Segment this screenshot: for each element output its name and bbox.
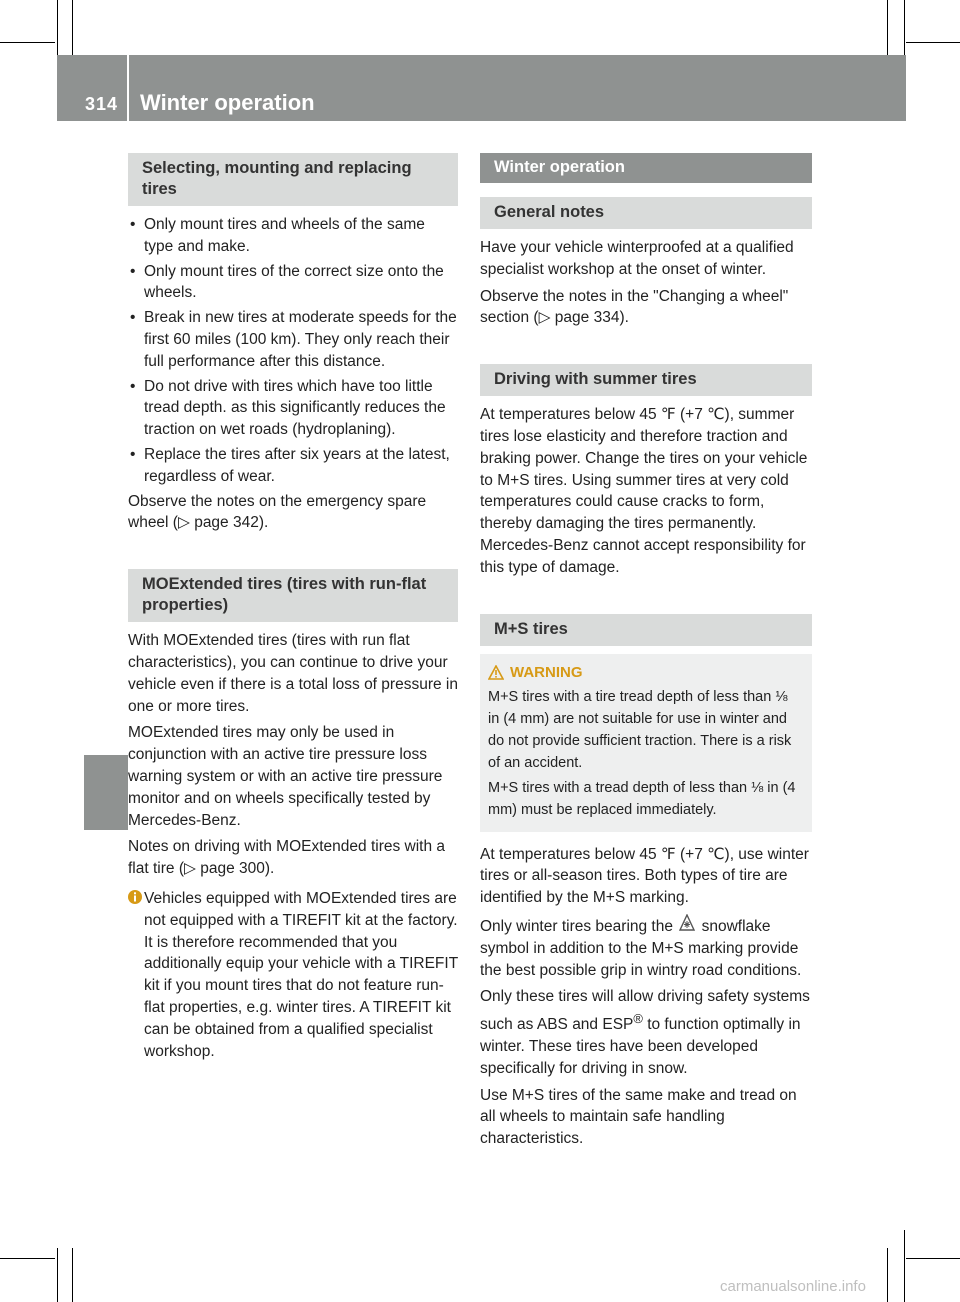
section-heading: MOExtended tires (tires with run-flat properties) [128, 569, 458, 622]
page-number: 314 [85, 94, 119, 114]
right-column [480, 153, 812, 1155]
section-heading: Selecting, mounting and replacing tires [128, 153, 458, 206]
list-item: • Do not drive with tires which have too little tread depth. as this significantly reduces the traction on wet roads (hydroplaning). [128, 376, 458, 441]
warning-triangle-icon [488, 665, 504, 680]
crop-mark [57, 1248, 58, 1302]
crop-mark [72, 1248, 73, 1302]
section-heading: Driving with summer tires [480, 364, 812, 396]
header-separator [127, 55, 129, 121]
warning-heading [488, 662, 802, 684]
info-text: Vehicles equipped with MOExtended tires are not equipped with a TIREFIT kit at the factory. It is therefore recommended that you additionally equip your vehicle with a TIREFIT kit if you mount tires that do not feature run-flat properties, e.g. winter tires. A TIREFIT kit can be obtained from a qualified specialist workshop. [144, 889, 458, 1060]
list-item: • Replace the tires after six years at the latest, regardless of wear. [128, 444, 458, 488]
tire-rules-list [128, 214, 458, 488]
paragraph: Observe the notes on the emergency spare wheel (▷ page 342). [128, 492, 427, 532]
crop-mark [887, 0, 888, 55]
paragraph: MOExtended tires may only be used in conjunction with an active tire pressure loss warning system or with an active tire pressure monitor and on wheels specifically tested by Mercedes-Benz. [128, 724, 443, 829]
section-heading: M+S tires [480, 614, 812, 646]
crop-mark [0, 1258, 55, 1259]
paragraph: With MOExtended tires (tires with run flat characteristics), you can continue to drive your vehicle even if there is a total loss of pressure in one or more tires. [128, 632, 458, 715]
paragraph: Only winter tires bearing the snowflake symbol in addition to the M+S marking provide the best possible grip in wintry road conditions. [480, 914, 812, 981]
crop-mark [0, 42, 55, 43]
header-title: Winter operation [140, 90, 315, 115]
crop-mark [904, 0, 905, 55]
crop-mark [887, 1248, 888, 1302]
warning-box [480, 654, 812, 832]
paragraph: At temperatures below 45 ℉ (+7 ℃), use winter tires or all-season tires. Both types of tire are identified by the M+S marking. [480, 845, 809, 907]
info-icon [128, 889, 142, 911]
list-item: • Only mount tires of the correct size onto the wheels. [128, 261, 458, 305]
paragraph: Observe the notes in the "Changing a wheel" section (▷ page 334). [480, 287, 789, 327]
info-note [128, 888, 458, 1062]
side-tab-block [84, 755, 128, 830]
warning-label: WARNING [510, 663, 583, 681]
paragraph: At temperatures below 45 ℉ (+7 ℃), summer tires lose elasticity and therefore traction and braking power. Change the tires on your vehicle to M+S tires. Using summer tires at very cold temperatures could cause cracks to form, thereby damaging the tires permanently. Mercedes-Benz cannot accept responsibility for this type of damage. [480, 406, 808, 576]
watermark: carmanualsonline.info [720, 1278, 866, 1295]
paragraph: Have your vehicle winterproofed at a qualified specialist workshop at the onset of winter. [480, 239, 794, 278]
crop-mark [906, 1258, 960, 1259]
crop-mark [72, 0, 73, 55]
left-column [128, 153, 458, 1062]
warning-text: M+S tires with a tire tread depth of less than ⅛ in (4 mm) are not suitable for use in winter and do not provide sufficient traction. There is a risk of an accident. [488, 688, 792, 771]
warning-text: M+S tires with a tread depth of less than ⅛ in (4 mm) must be replaced immediately. [488, 779, 796, 818]
crop-mark [904, 1230, 905, 1302]
paragraph: Notes on driving with MOExtended tires with a flat tire (▷ page 300). [128, 838, 446, 878]
snowflake-mountain-icon [677, 914, 697, 938]
crop-mark [57, 0, 58, 55]
paragraph: Use M+S tires of the same make and tread on all wheels to maintain safe handling characteristics. [480, 1086, 797, 1148]
paragraph: Only these tires will allow driving safety systems such as ABS and ESP® to function optimally in winter. These tires have been developed specifically for driving in snow. [480, 988, 810, 1077]
list-item: • Only mount tires and wheels of the same type and make. [128, 214, 458, 258]
section-heading: General notes [480, 197, 812, 229]
crop-mark [906, 42, 960, 43]
list-item: • Break in new tires at moderate speeds for the first 60 miles (100 km). They only reach their full performance after this distance. [128, 307, 458, 372]
chapter-heading: Winter operation [480, 153, 812, 183]
